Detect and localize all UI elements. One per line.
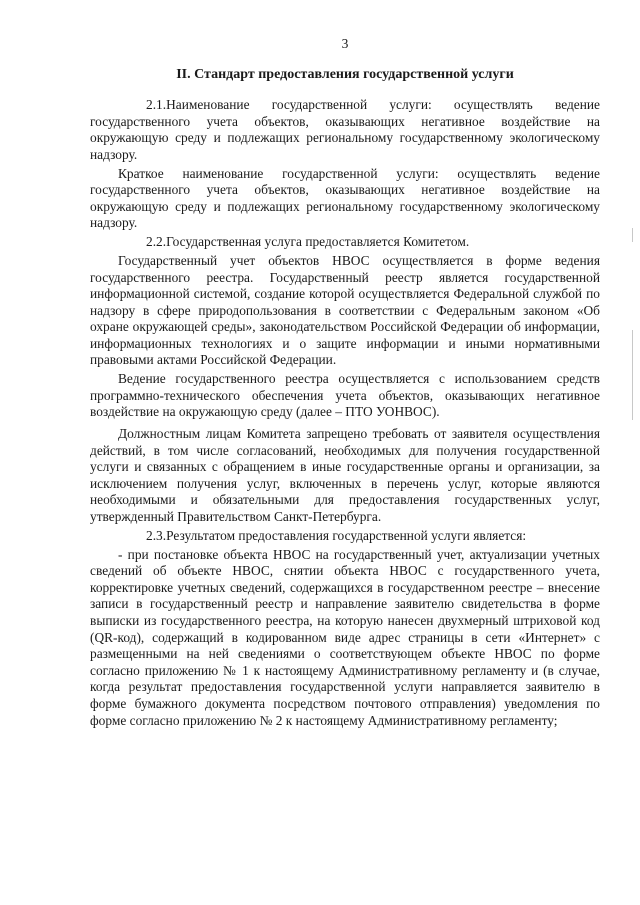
paragraph-text: Должностным лицам Комитета запрещено требовать от заявителя осуществления действий, в том числе согласований, необходимых для получения государственной услуги и связанных с обращением в иные государственные органы и организации, за исключением получения услуг, включенных в перечень услуг, которые являются необходимыми и обязательными для предоставления государственных услуг, утвержденный Правительством Санкт-Петербурга. [90,426,600,524]
paragraph-2-1 [90,97,600,163]
paragraph-text: - при постановке объекта НВОС на государственный учет, актуализации учетных сведений об объекте НВОС, снятии объекта НВОС с государственного учета, корректировке учетных сведений, содержащихся в государственном реестре – внесение записи в государственный реестр и направление заявителю свидетельства в форме выписки из государственного реестра, на которую нанесен двухмерный штриховой код (QR-код), содержащий в кодированном виде адрес страницы в сети «Интернет» с размещенными на ней сведениями о соответствующем объекте НВОС по форме согласно приложению № 1 к настоящему Административному регламенту и (в случае, когда результат предоставления государственной услуги направляется заявителю в форме бумажного документа посредством почтового отправления) уведомления по форме согласно приложению № 2 к настоящему Административному регламенту; [90,546,600,728]
paragraph-text: Наименование государственной услуги: осуществлять ведение государственного учета объектов, оказывающих негативное воздействие на окружающую среду и подлежащих региональному государственному экологическому надзору. [90,97,600,162]
paragraph-text: Краткое наименование государственной услуги: осуществлять ведение государственного учета объектов, оказывающих негативное воздействие на окружающую среду и подлежащих региональному государственному экологическому надзору. [90,165,600,231]
paragraph-text: Результатом предоставления государственной услуги является: [166,527,527,543]
paragraph-software [90,371,600,421]
paragraph-text: Государственная услуга предоставляется Комитетом. [166,234,470,250]
clause-number: 2.3. [146,527,167,543]
paragraph-short-name [90,166,600,232]
paragraph-2-2 [90,234,600,251]
paragraph-text: Государственный учет объектов НВОС осуществляется в форме ведения государственного реестра. Государственный реестр является государственной информационной системой, создание которой осуществляется Федеральной службой по надзору в сфере природопользования в соответствии с Федеральным законом «Об охране окружающей среды», законодательством Российской Федерации об информации, информационных технологиях и о защите информации и иными нормативными правовыми актами Российской Федерации. [90,252,600,368]
paragraph-2-3 [90,528,600,545]
scan-edge-mark [632,330,633,420]
paragraph-prohibition [90,426,600,526]
scan-edge-mark [632,228,633,242]
clause-number: 2.2. [146,234,167,250]
paragraph-registry [90,253,600,369]
clause-number: 2.1. [146,97,167,112]
page-number: 3 [341,36,349,51]
section-title: II. Стандарт предоставления государственной услуги [176,67,514,82]
paragraph-text: Ведение государственного реестра осуществляется с использованием средств программно-технического обеспечения учета объектов, оказывающих негативное воздействие на окружающую среду (далее – ПТО УОНВОС). [90,371,600,420]
paragraph-result-item [90,547,600,730]
